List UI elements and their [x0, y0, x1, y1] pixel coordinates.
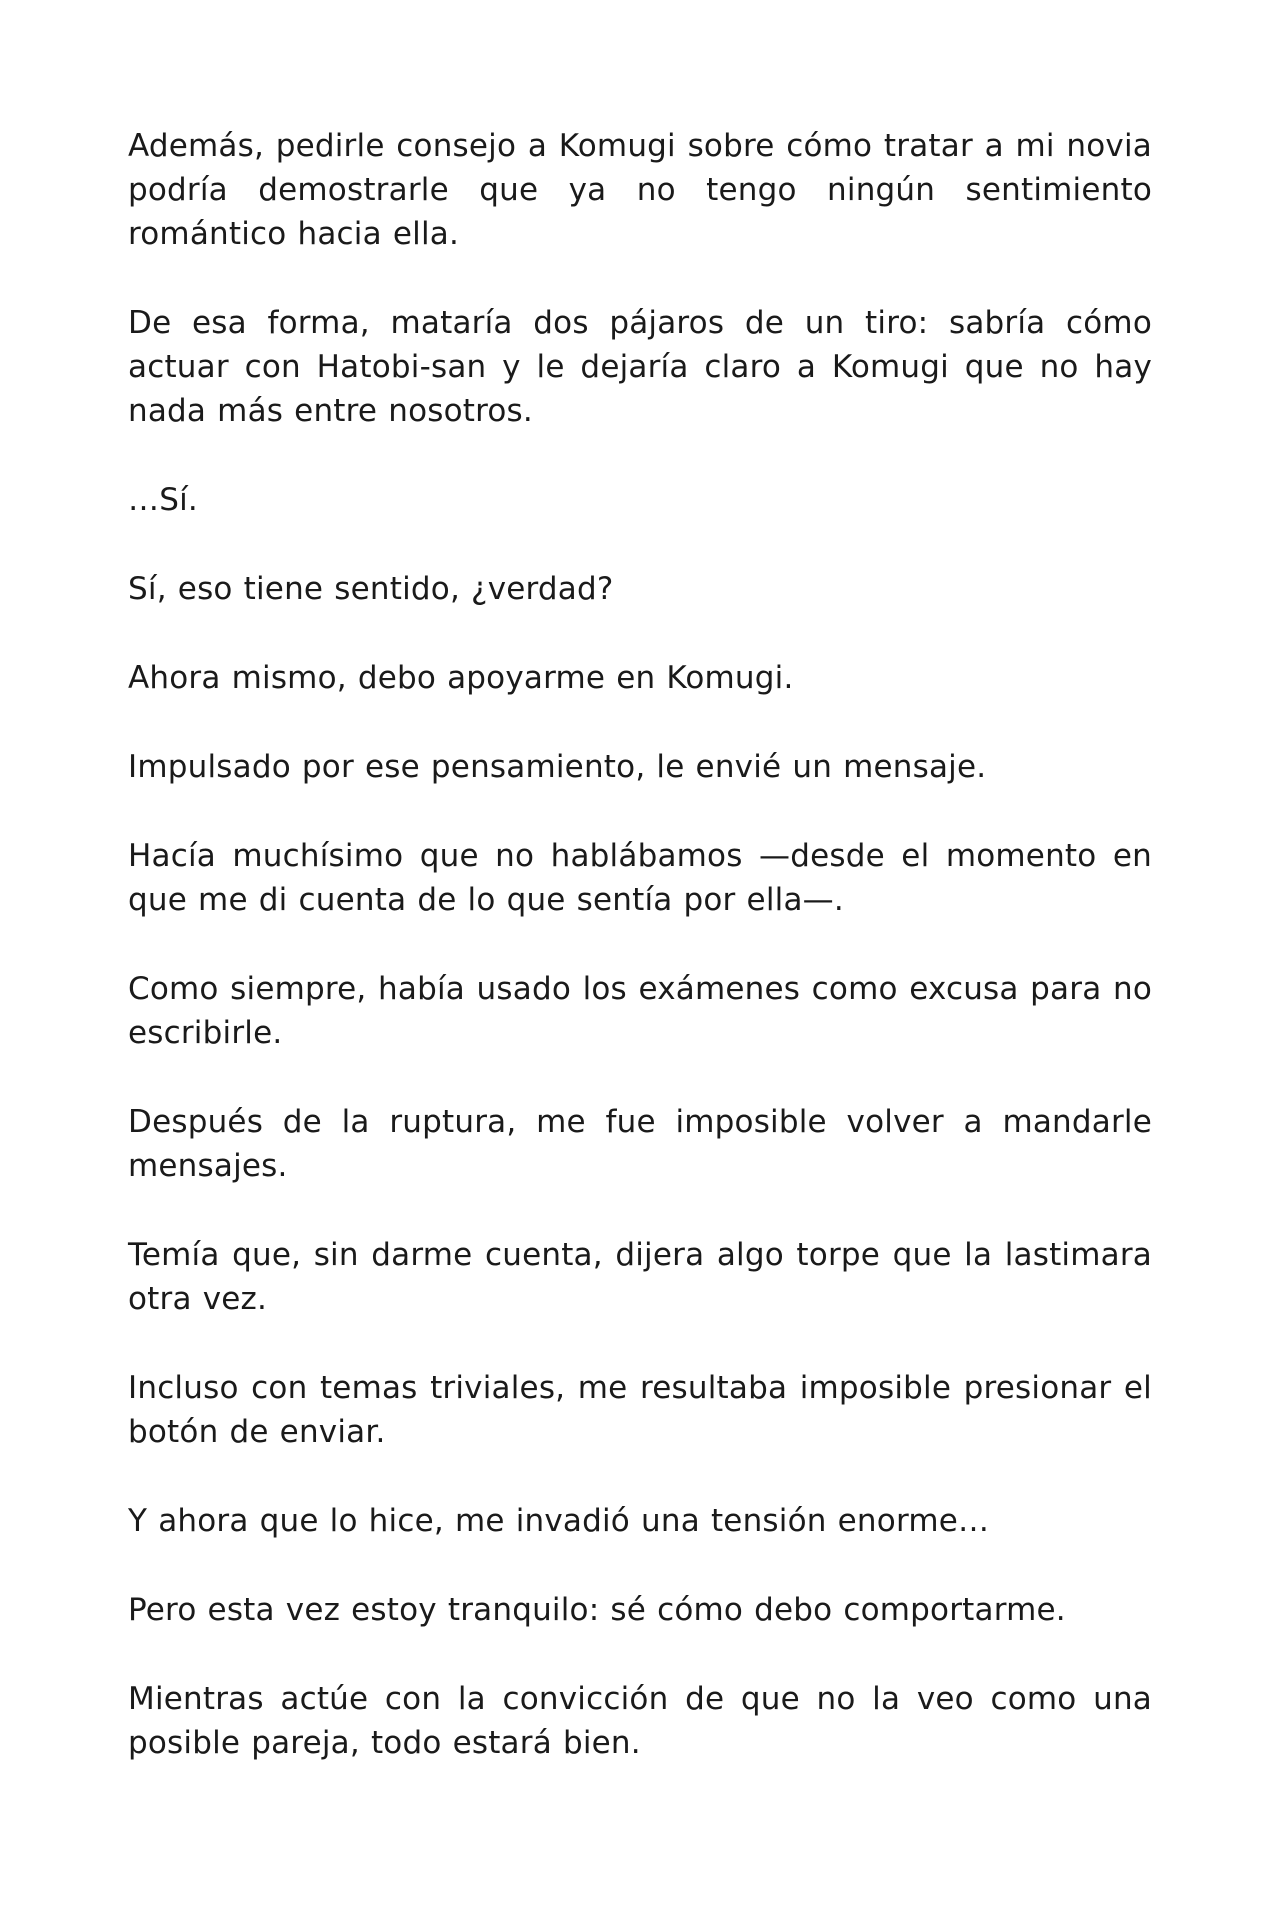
- paragraph: Hacía muchísimo que no hablábamos —desde el momento en que me di cuenta de lo que sentía por ella—.: [128, 838, 1152, 918]
- paragraph: Pero esta vez estoy tranquilo: sé cómo debo comportarme.: [128, 1592, 1066, 1628]
- paragraph: Sí, eso tiene sentido, ¿verdad?: [128, 571, 614, 607]
- paragraph: Además, pedirle consejo a Komugi sobre cómo tratar a mi novia podría demostrarle que ya no tengo ningún sentimiento romántico hacia ella.: [128, 128, 1152, 252]
- paragraph: De esa forma, mataría dos pájaros de un tiro: sabría cómo actuar con Hatobi-san y le dejaría claro a Komugi que no hay nada más entre nosotros.: [128, 305, 1152, 429]
- paragraph: Ahora mismo, debo apoyarme en Komugi.: [128, 660, 794, 696]
- paragraph: Incluso con temas triviales, me resultaba imposible presionar el botón de enviar.: [128, 1370, 1152, 1450]
- paragraph: Temía que, sin darme cuenta, dijera algo torpe que la lastimara otra vez.: [128, 1237, 1152, 1317]
- paragraph: Mientras actúe con la convicción de que no la veo como una posible pareja, todo estará bien.: [128, 1681, 1152, 1761]
- paragraph: Impulsado por ese pensamiento, le envié un mensaje.: [128, 749, 987, 785]
- document-page: [128, 124, 1152, 1810]
- paragraph: …Sí.: [128, 482, 198, 518]
- paragraph: Como siempre, había usado los exámenes como excusa para no escribirle.: [128, 971, 1152, 1051]
- paragraph: Después de la ruptura, me fue imposible volver a mandarle mensajes.: [128, 1104, 1152, 1184]
- paragraph: Y ahora que lo hice, me invadió una tensión enorme…: [128, 1503, 990, 1539]
